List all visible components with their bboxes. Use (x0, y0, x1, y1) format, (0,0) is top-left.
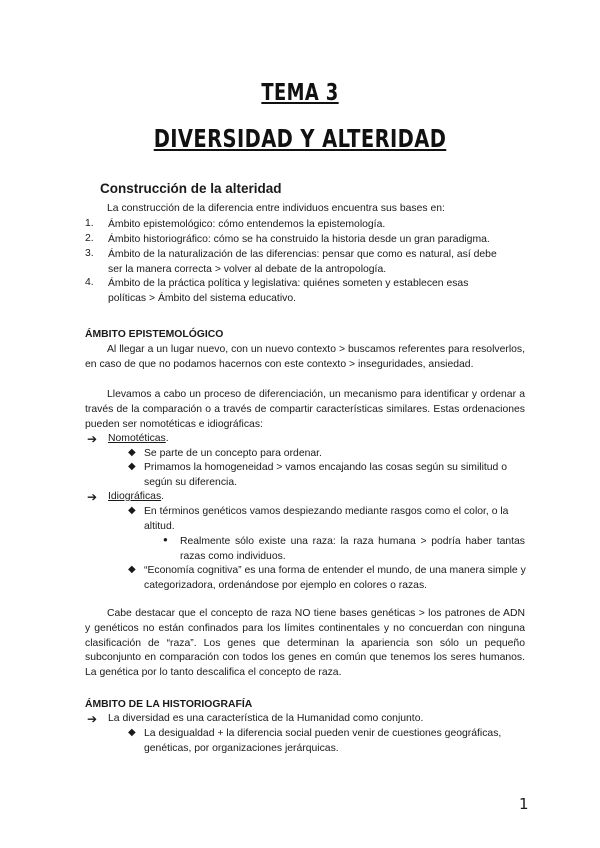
list-text: Ámbito epistemológico: cómo entendemos la epistemología. (108, 219, 386, 230)
list-number: 4. (85, 277, 94, 288)
list-text: ser la manera correcta > volver al debate de la antropología. (108, 264, 387, 275)
list-number: 1. (85, 218, 94, 229)
paragraph-text: Al llegar a un lugar nuevo, con un nuevo contexto > buscamos referentes para resolverlos, en caso de que no podamos hacernos con este contexto > inseguridades, ansiedad. (85, 344, 525, 370)
page-number: 1 (519, 795, 529, 813)
document-subtitle: DIVERSIDAD Y ALTERIDAD (153, 124, 447, 153)
list-text: La diversidad es una característica de la Humanidad como conjunto. (108, 713, 424, 724)
diamond-bullet-icon: ◆ (128, 447, 136, 458)
paragraph-text: Llevamos a cabo un proceso de diferenciación, un mecanismo para identificar y ordenar a través de la comparación o a través de compartir características similares. Estas ordenaciones pueden ser nomotéticas e idiográficas: (85, 389, 525, 430)
list-text: Realmente sólo existe una raza: la raza humana > podría haber tantas razas como individuos. (180, 536, 525, 562)
section-heading-alteridad: Construcción de la alteridad (100, 181, 282, 196)
diamond-bullet-icon: ◆ (128, 461, 136, 472)
list-text: En términos genéticos vamos despiezando mediante rasgos como el color, o la altitud. (144, 506, 509, 532)
arrow-right-icon: ➔ (87, 490, 98, 504)
arrow-right-icon: ➔ (87, 712, 98, 726)
diamond-bullet-icon: ◆ (128, 564, 136, 575)
nomoteticas-label: Nomotéticas (108, 433, 166, 444)
document-page: TEMA 3 DIVERSIDAD Y ALTERIDAD Construcción de la alteridad La construcción de la diferencia entre individuos encuentra sus bases en: 1. Ámbito epistemológico: cómo entendemos la epistemología. 2. Ámbito historiográfico: cómo se ha construido la historia desde un gran paradigma. 3. Ámbito de la naturalización de las diferencias: pensar que como es natural, así debe ser la manera correcta > volver al debate de la antropología. 4. Ámbito de la práctica política y legislativa: quiénes someten y establecen esas políticas > Ámbito del sistema educativo. ÁMBITO EPISTEMOLÓGICO Al llegar a un lugar nuevo, con un nuevo contexto > buscamos referentes para resolverlos, en caso de que no podamos hacernos con este contexto > inseguridades, ansiedad. Llevamos a cabo un proceso de diferenciación, un mecanismo para identificar y ordenar a través de la comparación o a través de compartir características similares. Estas ordenaciones pueden ser nomotéticas e idiográficas: ➔ Nomotéticas. ◆ Se parte de un concepto para ordenar. ◆ Primamos la homogeneidad > vamos encajando las cosas según su similitud o según su diferencia. ➔ Idiográficas. ◆ En términos genéticos vamos despiezando mediante rasgos como el color, o la altitud. ● Realmente sólo existe una raza: la raza humana > podría haber tantas razas como individuos. ◆ “Economía cognitiva” es una forma de entender el mundo, de una manera simple y categorizadora, ordenándose por ejemplo en colores o razas. Cabe destacar que el concepto de raza NO tiene bases genéticas > los patrones de ADN y genéticos no están confinados para los límites continentales y no concuerdan con ninguna clasificación de “raza”. Los genes que determinan la apariencia son sólo un pequeño subconjunto en comparación con todos los genes en común que tenemos los seres humanos. La genética por lo tanto descalifica el concepto de raza. ÁMBITO DE LA HISTORIOGRAFÍA ➔ La diversidad es una característica de la Humanidad como conjunto. ◆ La desigualdad + la diferencia social pueden venir de cuestiones geográficas, genéticas, por organizaciones jerárquicas. 1 (0, 0, 600, 848)
list-text: políticas > Ámbito del sistema educativo. (108, 293, 296, 304)
intro-text: La construcción de la diferencia entre individuos encuentra sus bases en: (107, 203, 445, 214)
list-number: 3. (85, 248, 94, 259)
list-number: 2. (85, 233, 94, 244)
list-text: Ámbito de la naturalización de las diferencias: pensar que como es natural, así debe (108, 249, 497, 260)
paragraph (85, 607, 525, 681)
paragraph (85, 388, 525, 432)
dot-bullet-icon: ● (163, 535, 168, 544)
list-text: “Economía cognitiva” es una forma de entender el mundo, de una manera simple y categorizadora, ordenándose por ejemplo en colores o razas. (144, 565, 526, 591)
arrow-right-icon: ➔ (87, 432, 98, 446)
list-text: Ámbito de la práctica política y legislativa: quiénes someten y establecen esas (108, 278, 469, 289)
list-text: Primamos la homogeneidad > vamos encajando las cosas según su similitud o según su diferencia. (144, 462, 508, 488)
section-heading-epistemologico: ÁMBITO EPISTEMOLÓGICO (85, 329, 224, 340)
document-title: TEMA 3 (261, 80, 339, 106)
list-text: Ámbito historiográfico: cómo se ha construido la historia desde un gran paradigma. (108, 234, 490, 245)
section-heading-historiografia: ÁMBITO DE LA HISTORIOGRAFÍA (85, 699, 253, 710)
diamond-bullet-icon: ◆ (128, 727, 136, 738)
paragraph-text: Cabe destacar que el concepto de raza NO tiene bases genéticas > los patrones de ADN y genéticos no están confinados para los límites continentales y no concuerdan con ninguna clasificación de “raza”. Los genes que determinan la apariencia son sólo un pequeño subconjunto en comparación con todos los genes en común que tenemos los seres humanos. La genética por lo tanto descalifica el concepto de raza. (85, 608, 525, 679)
idiograficas-label: Idiográficas (108, 491, 162, 502)
paragraph (85, 343, 525, 373)
list-text: Se parte de un concepto para ordenar. (144, 448, 322, 459)
diamond-bullet-icon: ◆ (128, 505, 136, 516)
list-text: La desigualdad + la diferencia social pueden venir de cuestiones geográficas, genéticas, por organizaciones jerárquicas. (144, 728, 502, 754)
